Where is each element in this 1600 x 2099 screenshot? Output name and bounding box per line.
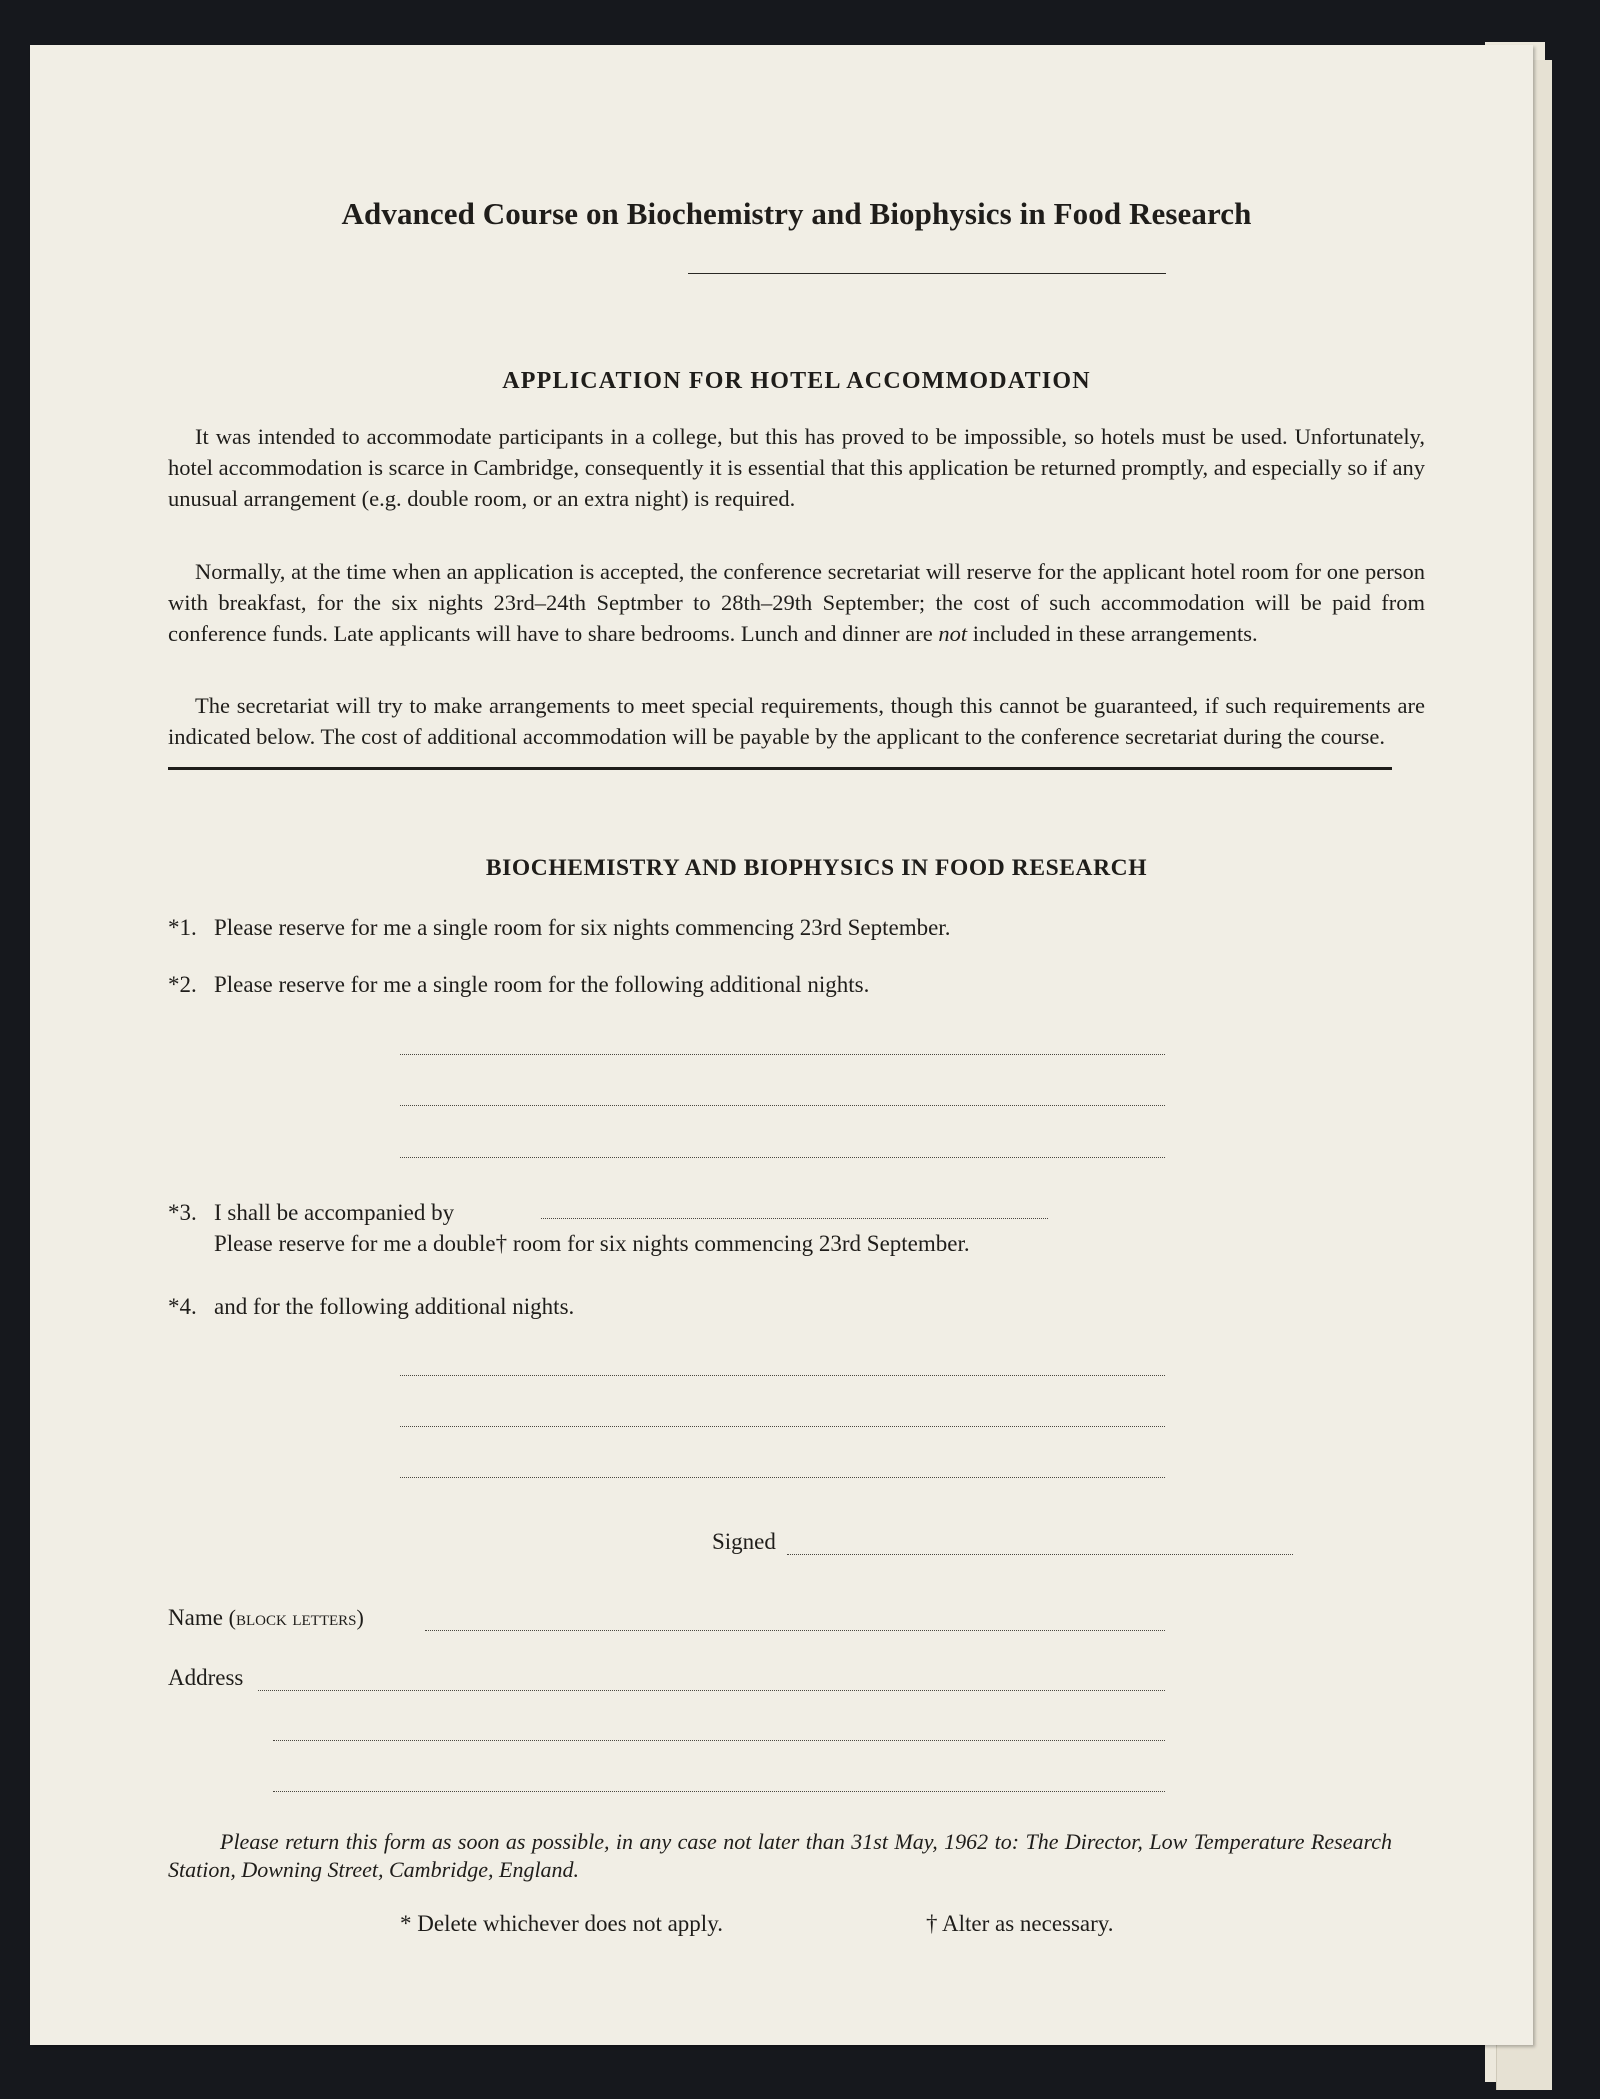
- name-label-group: [168, 1605, 364, 1631]
- option-3-text: I shall be accompanied by: [214, 1200, 455, 1225]
- p2-emphasis: not: [938, 621, 968, 646]
- double-nights-field-1[interactable]: [400, 1375, 1165, 1376]
- double-nights-field-3[interactable]: [400, 1477, 1165, 1478]
- application-heading: APPLICATION FOR HOTEL ACCOMMODATION: [502, 368, 1091, 394]
- signed-label: Signed: [712, 1529, 776, 1554]
- additional-nights-field-1[interactable]: [400, 1054, 1165, 1055]
- footnote-delete: * Delete whichever does not apply.: [400, 1911, 723, 1936]
- option-3-continuation: Please reserve for me a double† room for six nights commencing 23rd September.: [214, 1231, 970, 1256]
- additional-nights-field-2[interactable]: [400, 1105, 1165, 1106]
- form-heading: BIOCHEMISTRY AND BIOPHYSICS IN FOOD RESEARCH: [485, 855, 1148, 881]
- option-3-marker: *3.: [168, 1200, 197, 1225]
- p2-text-end: included in these arrangements.: [967, 621, 1258, 646]
- companion-name-field[interactable]: [541, 1218, 1048, 1219]
- option-4-additional-nights[interactable]: [168, 1290, 574, 1323]
- signature-field[interactable]: [787, 1554, 1293, 1555]
- additional-nights-field-3[interactable]: [400, 1157, 1165, 1158]
- address-field-2[interactable]: [273, 1740, 1165, 1741]
- name-label: Name: [168, 1605, 223, 1630]
- option-1-single-room[interactable]: [168, 911, 950, 944]
- option-1-marker: *1.: [168, 915, 197, 940]
- option-4-marker: *4.: [168, 1294, 197, 1319]
- option-2-marker: *2.: [168, 972, 197, 997]
- section-divider: [168, 767, 1392, 770]
- option-1-text: Please reserve for me a single room for six nights commencing 23rd September.: [214, 915, 951, 940]
- double-nights-field-2[interactable]: [400, 1426, 1165, 1427]
- name-field[interactable]: [425, 1630, 1165, 1631]
- intro-paragraph-1: It was intended to accommodate participants in a college, but this has proved to be impossible, so hotels must be used. Unfortunately, hotel accommodation is scarce in Cambridge, consequently it is essential that this application be returned promptly, and especially so if any unusual arrangement (e.g. double room, or an extra night) is required.: [168, 424, 1425, 511]
- block-letters-hint: (block letters): [228, 1605, 364, 1630]
- intro-paragraph-2: [168, 556, 1425, 649]
- address-field-1[interactable]: [258, 1690, 1165, 1691]
- option-3-double-room[interactable]: [168, 1196, 454, 1229]
- intro-paragraph-3: The secretariat will try to make arrangements to meet special requirements, though this cannot be guaranteed, if such requirements are indicated below. The cost of additional accommodation will be payable by the applicant to the conference secretariat during the course.: [168, 693, 1425, 749]
- address-field-3[interactable]: [273, 1791, 1165, 1792]
- footnote-alter: † Alter as necessary.: [926, 1911, 1114, 1936]
- p2-text-start: Normally, at the time when an application is accepted, the conference secretariat will reserve for the applicant hotel room for one person with breakfast, for the six nights 23rd–24th Septmber to 28th–29th September; the cost of such accommodation will be paid from conference funds. Late applicants will have to share bedrooms. Lunch and dinner are: [168, 559, 1425, 646]
- option-2-additional-nights[interactable]: [168, 968, 869, 1001]
- option-4-text: and for the following additional nights.: [214, 1294, 575, 1319]
- form-page: [30, 45, 1533, 2045]
- course-title: Advanced Course on Biochemistry and Biophysics in Food Research: [341, 196, 1252, 231]
- return-instructions: Please return this form as soon as possible, in any case not later than 31st May, 1962 to: The Director, Low Temperature Research Station, Downing Street, Cambridge, England.: [168, 1829, 1392, 1882]
- address-label: Address: [168, 1665, 244, 1690]
- option-2-text: Please reserve for me a single room for the following additional nights.: [214, 972, 870, 997]
- title-divider: [688, 273, 1166, 274]
